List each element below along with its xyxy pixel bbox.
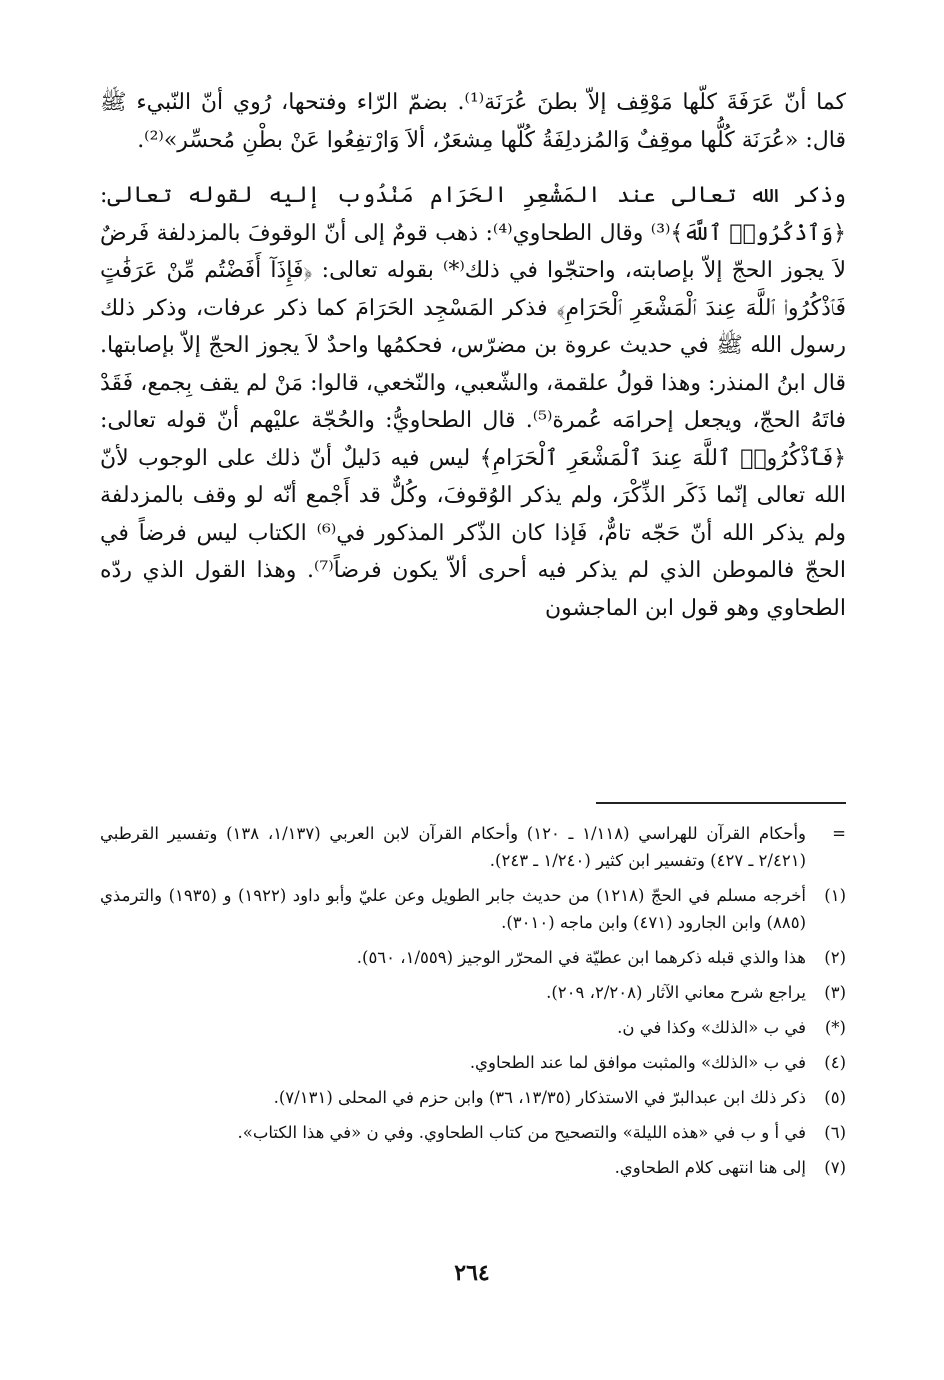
footnote-6 (100, 1119, 846, 1146)
footnote-text: إلى هنا انتهى كلام الطحاوي. (614, 1158, 806, 1177)
footnote-text: في ب «الذلك» وكذا في ن. (617, 1018, 806, 1037)
footnote-marker: (٣) (824, 983, 846, 1002)
footnote-text: هذا والذي قبله ذكرهما ابن عطيّة في المحرّر الوجيز (١/٥٥٩، ٥٦٠). (356, 948, 806, 967)
footnote-3 (100, 979, 846, 1006)
footnote-star (100, 1014, 846, 1041)
footnote-marker: (٢) (824, 948, 846, 967)
footnote-text: يراجع شرح معاني الآثار (٢/٢٠٨، ٢٠٩). (546, 983, 806, 1002)
footnote-marker: (١) (824, 886, 846, 905)
footnote-continuation (100, 820, 846, 874)
footnote-text: في أ و ب في «هذه الليلة» والتصحيح من كتاب الطحاوي. وفي ن «في هذا الكتاب». (237, 1123, 806, 1142)
main-text-block (100, 84, 846, 627)
footnote-separator (596, 802, 846, 804)
footnote-text: وأحكام القرآن للهراسي (١/١١٨ ـ ١٢٠) وأحكام القرآن لابن العربي (١/١٣٧، ١٣٨) وتفسير القرطبي (٢/٤٢١ ـ ٤٢٧) وتفسير ابن كثير (١/٢٤٠ ـ ٢٤٣). (100, 824, 807, 870)
footnote-5 (100, 1084, 846, 1111)
footnote-marker: (*) (824, 1018, 846, 1037)
footnote-4 (100, 1049, 846, 1076)
footnotes-block (100, 820, 846, 1189)
page-number: ٢٦٤ (454, 1260, 490, 1286)
footnote-text: أخرجه مسلم في الحجّ (١٢١٨) من حديث جابر الطويل وعن عليّ وأبو داود (١٩٢٢) و (١٩٣٥) والترمذي (٨٨٥) وابن الجارود (٤٧١) وابن ماجه (٣٠١٠). (100, 886, 806, 932)
footnote-marker: (٧) (824, 1158, 846, 1177)
footnote-marker: (٤) (824, 1053, 846, 1072)
main-paragraph-1: كما أنّ عَرَفَةَ كلّها مَوْقِف إلاّ بطنَ عُرَنَة⁽¹⁾. بضمّ الرّاء وفتحها، رُوي أنّ النّبيء ﷺ قال: «عُرَنَة كُلُّها موقِفٌ وَالمُزدلِفَةُ كُلّها مِشعَرٌ، ألاَ وَارْتفِعُوا عَنْ بطْنِ مُحسِّر»⁽²⁾. (100, 90, 846, 153)
footnote-text: ذكر ذلك ابن عبدالبرّ في الاستذكار (١٣/٣٥، ٣٦) وابن حزم في المحلى (٧/١٣١). (273, 1088, 806, 1107)
footnote-marker: (٥) (824, 1088, 846, 1107)
footnote-2 (100, 944, 846, 971)
footnote-text: في ب «الذلك» والمثبت موافق لما عند الطحاوي. (469, 1053, 806, 1072)
main-paragraph-2: وذكر الله تعالى عند المَشْعِرِ الحَرَام مَنْدُوب إليه لقوله تعالى: ﴿وَٱذْكُرُوا۟ ٱللَّهَ﴾⁽³⁾ وقال الطحاوي⁽⁴⁾: ذهب قومٌ إلى أنّ الوقوفَ بالمزدلفة فَرضٌ لاَ يجوز الحجّ إلاّ بإصابته، واحتجّوا في ذلك⁽*⁾ بقوله تعالى: ﴿فَإِذَآ أَفَضْتُم مِّنْ عَرَفَٰتٍ فَٱذْكُرُوا۟ ٱللَّهَ عِندَ ٱلْمَشْعَرِ ٱلْحَرَامِ﴾ فذكر المَسْجِد الحَرَامَ كما ذكر عرفات، وذكر ذلك رسول الله ﷺ في حديث عروة بن مضرّس، فحكمُها واحدٌ لاَ يجوز الحجّ إلاّ بإصابتها. قال ابنُ المنذر: وهذا قولُ علقمة، والشّعبي، والنّخعي، قالوا: مَنْ لم يقف بِجمع، فَقَدْ فاتَهُ الحجّ، ويجعل إحرامَه عُمرة⁽⁵⁾. قال الطحاويُّ: والحُجّة عليْهم أنّ قوله تعالى: ﴿فَٱذْكُرُوا۟ ٱللَّهَ عِندَ ٱلْمَشْعَرِ ٱلْحَرَامِ﴾ ليس فيه دَليلٌ أنّ ذلك على الوجوب لأنّ الله تعالى إنّما ذَكَر الذِّكْرَ، ولم يذكر الوُقوفَ، وكُلٌّ قد أَجْمع أنّه لو وقف بالمزدلفة ولم يذكر الله أنّ حَجّه تامٌّ، فَإذا كان الذّكر المذكور في⁽⁶⁾ الكتاب ليس فرضاً في الحجّ فالموطن الذي لم يذكر فيه أحرى ألاّ يكون فرضاً⁽⁷⁾. وهذا القول الذي ردّه الطحاوي وهو قول ابن الماجشون (100, 183, 847, 621)
footnote-1 (100, 882, 846, 936)
footnote-marker: (٦) (824, 1123, 846, 1142)
footnote-7 (100, 1154, 846, 1181)
footnote-marker: = (832, 824, 846, 843)
